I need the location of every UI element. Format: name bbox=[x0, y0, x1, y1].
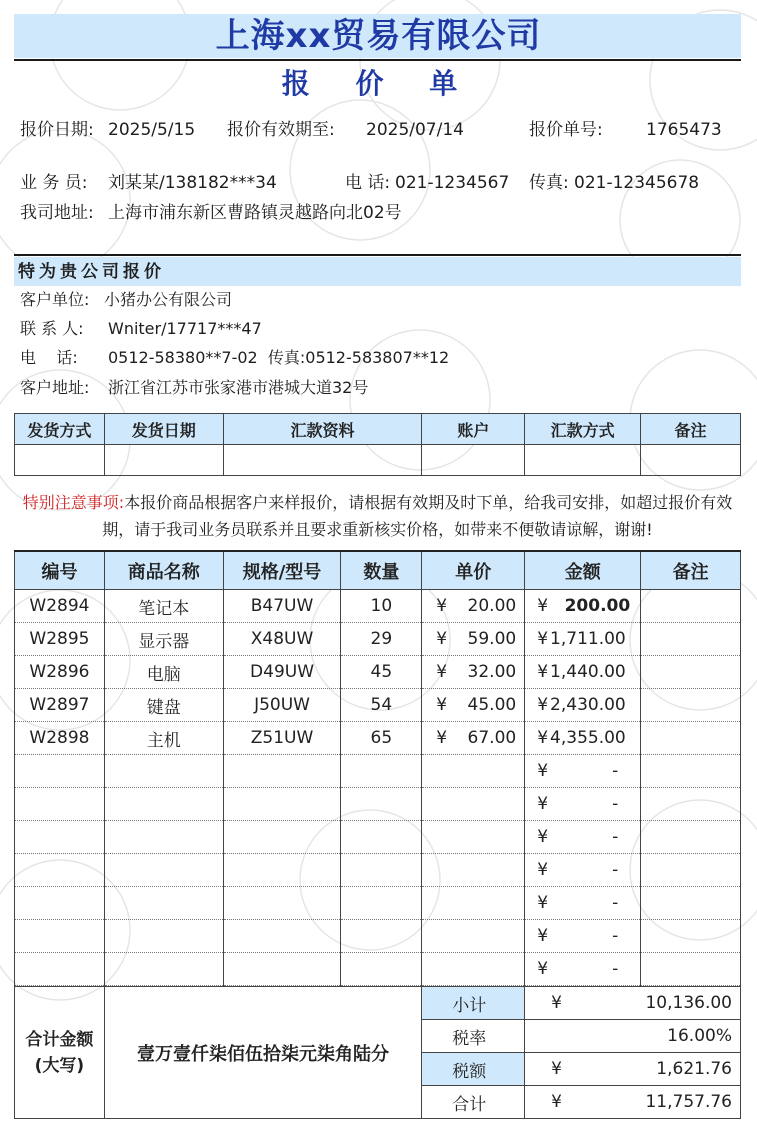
quote-no-label: 报价单号: bbox=[529, 120, 603, 140]
item-name[interactable] bbox=[104, 953, 223, 986]
product-name-header: 商品名称 bbox=[104, 551, 223, 590]
item-quantity[interactable] bbox=[341, 953, 422, 986]
item-spec[interactable] bbox=[223, 953, 341, 986]
item-name[interactable]: 电脑 bbox=[104, 656, 223, 689]
amount-value: 1,440.00 bbox=[550, 662, 626, 682]
item-unit-price[interactable] bbox=[422, 854, 525, 887]
account-cell[interactable] bbox=[422, 445, 525, 476]
quote-no-value: 1765473 bbox=[646, 120, 722, 140]
tax-amount-value: 1,621.76 bbox=[656, 1059, 732, 1079]
item-code[interactable] bbox=[15, 953, 105, 986]
remark-header: 备注 bbox=[641, 551, 741, 590]
tax-amount-label: 税额 bbox=[422, 1053, 525, 1086]
amount-dash: - bbox=[612, 761, 619, 781]
spec-header: 规格/型号 bbox=[223, 551, 341, 590]
price-currency: ¥ bbox=[436, 662, 448, 682]
item-remark[interactable] bbox=[641, 854, 741, 887]
valid-until-label: 报价有效期至: bbox=[227, 120, 335, 140]
item-spec[interactable]: B47UW bbox=[223, 590, 341, 623]
valid-until-value: 2025/07/14 bbox=[366, 120, 464, 140]
item-remark[interactable] bbox=[641, 689, 741, 722]
price-value: 32.00 bbox=[467, 662, 517, 682]
grand-total-value: 11,757.76 bbox=[645, 1092, 732, 1112]
item-name[interactable] bbox=[104, 854, 223, 887]
amount-currency: ¥ bbox=[537, 761, 549, 781]
item-quantity[interactable] bbox=[341, 887, 422, 920]
item-name[interactable] bbox=[104, 755, 223, 788]
item-code[interactable]: W2894 bbox=[15, 590, 105, 623]
total-amount-upper-label bbox=[15, 987, 105, 1119]
item-row bbox=[15, 722, 741, 755]
item-row bbox=[15, 656, 741, 689]
item-spec[interactable]: Z51UW bbox=[223, 722, 341, 755]
item-remark[interactable] bbox=[641, 656, 741, 689]
item-quantity[interactable]: 10 bbox=[341, 590, 422, 623]
amount-currency: ¥ bbox=[537, 596, 549, 616]
quantity-header: 数量 bbox=[341, 551, 422, 590]
amount-currency: ¥ bbox=[537, 695, 549, 715]
item-code[interactable] bbox=[15, 854, 105, 887]
item-name[interactable] bbox=[104, 821, 223, 854]
item-quantity[interactable] bbox=[341, 755, 422, 788]
amount-dash: - bbox=[612, 860, 619, 880]
item-unit-price[interactable] bbox=[422, 953, 525, 986]
amount-currency: ¥ bbox=[537, 926, 549, 946]
item-unit-price[interactable] bbox=[422, 623, 525, 656]
item-remark[interactable] bbox=[641, 623, 741, 656]
item-unit-price[interactable] bbox=[422, 788, 525, 821]
shipping-remark-cell[interactable] bbox=[641, 445, 741, 476]
customer-section-title: 特为贵公司报价 bbox=[18, 262, 165, 282]
item-spec[interactable]: J50UW bbox=[223, 689, 341, 722]
notice-text: 本报价商品根据客户来样报价，请根据有效期及时下单，给我司安排，如超过报价有效期，请于我司业务员联系并且要求重新核实价格，如带来不便敬请谅解，谢谢! bbox=[102, 493, 733, 539]
item-spec[interactable] bbox=[223, 755, 341, 788]
item-amount bbox=[525, 887, 641, 920]
unit-price-header: 单价 bbox=[422, 551, 525, 590]
customer-tel-label: 电 话: bbox=[20, 348, 78, 367]
shipping-remark-header: 备注 bbox=[641, 414, 741, 445]
item-spec[interactable] bbox=[223, 854, 341, 887]
title-divider bbox=[14, 59, 741, 61]
document-title: 报 价 单 bbox=[281, 67, 476, 100]
item-code[interactable] bbox=[15, 887, 105, 920]
item-spec[interactable] bbox=[223, 920, 341, 953]
customer-tel-value: 0512-58380**7-02 传真:0512-583807**12 bbox=[108, 348, 450, 367]
item-row bbox=[15, 623, 741, 656]
item-quantity[interactable] bbox=[341, 920, 422, 953]
item-row bbox=[15, 689, 741, 722]
item-remark[interactable] bbox=[641, 755, 741, 788]
item-unit-price[interactable] bbox=[422, 887, 525, 920]
subtotal-value: 10,136.00 bbox=[645, 993, 732, 1013]
amount-header: 金额 bbox=[525, 551, 641, 590]
item-code[interactable] bbox=[15, 920, 105, 953]
phone-label: 电 话: bbox=[345, 173, 391, 193]
items-table bbox=[14, 550, 741, 986]
amount-currency: ¥ bbox=[537, 629, 549, 649]
item-spec[interactable] bbox=[223, 887, 341, 920]
company-address-label: 我司地址: bbox=[20, 203, 94, 223]
subtotal-cell bbox=[525, 987, 741, 1020]
item-amount bbox=[525, 953, 641, 986]
shipping-method-cell[interactable] bbox=[15, 445, 105, 476]
item-code[interactable]: W2897 bbox=[15, 689, 105, 722]
shipping-table bbox=[14, 413, 741, 476]
remittance-info-header: 汇款资料 bbox=[223, 414, 422, 445]
item-unit-price[interactable] bbox=[422, 755, 525, 788]
item-code[interactable]: W2898 bbox=[15, 722, 105, 755]
customer-unit-value: 小猪办公有限公司 bbox=[104, 290, 233, 309]
item-name[interactable]: 主机 bbox=[104, 722, 223, 755]
item-remark[interactable] bbox=[641, 590, 741, 623]
grand-total-cell bbox=[525, 1086, 741, 1119]
item-row bbox=[15, 755, 741, 788]
item-quantity[interactable]: 45 bbox=[341, 656, 422, 689]
item-unit-price[interactable] bbox=[422, 656, 525, 689]
amount-dash: - bbox=[612, 893, 619, 913]
price-currency: ¥ bbox=[436, 629, 448, 649]
tax-amount-cell bbox=[525, 1053, 741, 1086]
customer-address-value: 浙江省江苏市张家港市港城大道32号 bbox=[108, 378, 369, 397]
customer-address-label: 客户地址: bbox=[20, 378, 90, 397]
item-amount bbox=[525, 689, 641, 722]
item-amount bbox=[525, 788, 641, 821]
amount-value: 200.00 bbox=[564, 596, 631, 616]
tax-rate-cell bbox=[525, 1020, 741, 1053]
subtotal-label: 小计 bbox=[422, 987, 525, 1020]
fax-label: 传真: bbox=[529, 173, 569, 193]
amount-value: 4,355.00 bbox=[550, 728, 626, 748]
item-amount bbox=[525, 722, 641, 755]
item-amount bbox=[525, 854, 641, 887]
item-unit-price[interactable] bbox=[422, 722, 525, 755]
amount-dash: - bbox=[612, 794, 619, 814]
item-amount bbox=[525, 656, 641, 689]
item-spec[interactable]: X48UW bbox=[223, 623, 341, 656]
item-remark[interactable] bbox=[641, 722, 741, 755]
item-code[interactable] bbox=[15, 755, 105, 788]
item-unit-price[interactable] bbox=[422, 821, 525, 854]
price-currency: ¥ bbox=[436, 596, 448, 616]
quote-date-label: 报价日期: bbox=[20, 120, 94, 140]
item-unit-price[interactable] bbox=[422, 920, 525, 953]
total-amount-upper: 壹万壹仟柒佰伍拾柒元柒角陆分 bbox=[104, 987, 421, 1119]
amount-currency: ¥ bbox=[537, 728, 549, 748]
item-amount bbox=[525, 821, 641, 854]
item-spec[interactable]: D49UW bbox=[223, 656, 341, 689]
item-amount bbox=[525, 755, 641, 788]
item-row bbox=[15, 953, 741, 986]
section-divider bbox=[14, 254, 741, 256]
notice-label: 特别注意事项: bbox=[22, 493, 125, 512]
item-row bbox=[15, 920, 741, 953]
amount-dash: - bbox=[612, 827, 619, 847]
item-code[interactable] bbox=[15, 821, 105, 854]
price-value: 45.00 bbox=[467, 695, 517, 715]
item-name[interactable]: 显示器 bbox=[104, 623, 223, 656]
total-label-line1: 合计金额 bbox=[25, 1029, 94, 1050]
amount-currency: ¥ bbox=[537, 827, 549, 847]
special-notice bbox=[14, 489, 741, 543]
item-row bbox=[15, 821, 741, 854]
item-name[interactable] bbox=[104, 887, 223, 920]
item-amount bbox=[525, 920, 641, 953]
amount-currency: ¥ bbox=[537, 860, 549, 880]
item-remark[interactable] bbox=[641, 953, 741, 986]
price-currency: ¥ bbox=[436, 695, 448, 715]
shipping-method-header: 发货方式 bbox=[15, 414, 105, 445]
amount-dash: - bbox=[612, 926, 619, 946]
customer-unit-label: 客户单位: bbox=[20, 290, 90, 309]
item-quantity[interactable] bbox=[341, 821, 422, 854]
item-row bbox=[15, 887, 741, 920]
fax-value: 021-12345678 bbox=[574, 173, 700, 193]
item-quantity[interactable] bbox=[341, 854, 422, 887]
amount-value: 1,711.00 bbox=[550, 629, 626, 649]
item-name[interactable]: 键盘 bbox=[104, 689, 223, 722]
item-code[interactable]: W2896 bbox=[15, 656, 105, 689]
tax-currency: ¥ bbox=[551, 1059, 562, 1079]
salesman-value: 刘某某/138182***34 bbox=[108, 173, 277, 193]
item-code[interactable] bbox=[15, 788, 105, 821]
tax-rate-label: 税率 bbox=[422, 1020, 525, 1053]
shipping-date-header: 发货日期 bbox=[104, 414, 223, 445]
subtotal-currency: ¥ bbox=[551, 993, 562, 1013]
item-row bbox=[15, 788, 741, 821]
item-row bbox=[15, 854, 741, 887]
contact-value: Wniter/17717***47 bbox=[108, 319, 262, 338]
item-remark[interactable] bbox=[641, 821, 741, 854]
item-name[interactable] bbox=[104, 788, 223, 821]
item-name[interactable] bbox=[104, 920, 223, 953]
item-code[interactable]: W2895 bbox=[15, 623, 105, 656]
item-name[interactable]: 笔记本 bbox=[104, 590, 223, 623]
item-unit-price[interactable] bbox=[422, 689, 525, 722]
price-value: 59.00 bbox=[467, 629, 517, 649]
item-quantity[interactable]: 54 bbox=[341, 689, 422, 722]
item-quantity[interactable] bbox=[341, 788, 422, 821]
salesman-label: 业 务 员: bbox=[20, 173, 88, 193]
price-value: 20.00 bbox=[467, 596, 517, 616]
company-address-value: 上海市浦东新区曹路镇灵越路向北02号 bbox=[108, 203, 402, 223]
amount-currency: ¥ bbox=[537, 662, 549, 682]
item-remark[interactable] bbox=[641, 920, 741, 953]
grand-total-currency: ¥ bbox=[551, 1092, 562, 1112]
item-amount bbox=[525, 590, 641, 623]
code-header: 编号 bbox=[15, 551, 105, 590]
tax-rate-value: 16.00% bbox=[667, 1026, 732, 1046]
amount-currency: ¥ bbox=[537, 959, 549, 979]
remittance-method-header: 汇款方式 bbox=[525, 414, 641, 445]
remittance-method-cell[interactable] bbox=[525, 445, 641, 476]
account-header: 账户 bbox=[422, 414, 525, 445]
amount-value: 2,430.00 bbox=[550, 695, 626, 715]
amount-currency: ¥ bbox=[537, 893, 549, 913]
quote-date-value: 2025/5/15 bbox=[108, 120, 196, 140]
amount-currency: ¥ bbox=[537, 794, 549, 814]
item-quantity[interactable]: 29 bbox=[341, 623, 422, 656]
item-remark[interactable] bbox=[641, 887, 741, 920]
grand-total-label: 合计 bbox=[422, 1086, 525, 1119]
item-amount bbox=[525, 623, 641, 656]
item-remark[interactable] bbox=[641, 788, 741, 821]
phone-value: 021-1234567 bbox=[395, 173, 510, 193]
contact-label: 联 系 人: bbox=[20, 319, 84, 338]
item-spec[interactable] bbox=[223, 788, 341, 821]
item-spec[interactable] bbox=[223, 821, 341, 854]
price-value: 67.00 bbox=[467, 728, 517, 748]
item-row bbox=[15, 590, 741, 623]
price-currency: ¥ bbox=[436, 728, 448, 748]
shipping-date-cell[interactable] bbox=[104, 445, 223, 476]
company-title: 上海xx贸易有限公司 bbox=[215, 16, 542, 56]
total-label-line2: (大写) bbox=[34, 1055, 85, 1076]
amount-dash: - bbox=[612, 959, 619, 979]
remittance-info-cell[interactable] bbox=[223, 445, 422, 476]
item-unit-price[interactable] bbox=[422, 590, 525, 623]
totals-table bbox=[14, 986, 741, 1119]
item-quantity[interactable]: 65 bbox=[341, 722, 422, 755]
